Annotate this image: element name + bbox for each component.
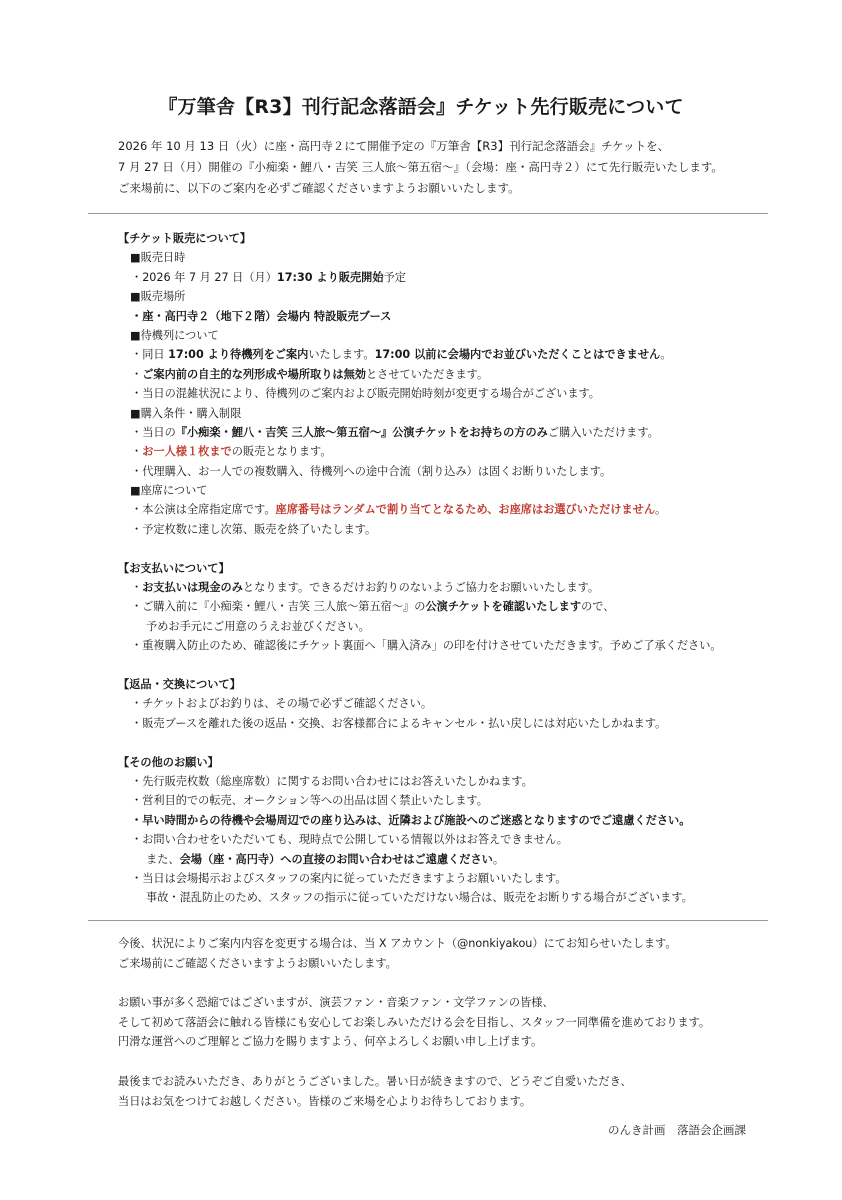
closing-line: 当日はお気をつけてお越しください。皆様のご来場を心よりお待ちしております。	[118, 1094, 532, 1108]
payment-line-3: ・重複購入防止のため、確認後にチケット裏面へ「購入済み」の印を付けさせていただきます。予めご了承ください。	[131, 639, 722, 653]
queue-label: ■待機列について	[130, 328, 219, 342]
text: ・同日	[131, 348, 169, 362]
text: 。	[492, 852, 505, 866]
intro-line: 2026 年 10 月 13 日（火）に座・高円寺２にて開催予定の『万筆舎【R3】刊行記念落語会』チケットを、	[118, 139, 670, 153]
section-heading-payment: 【お支払いについて】	[118, 561, 230, 575]
returns-line-2: ・販売ブースを離れた後の返品・交換、お客様都合によるキャンセル・払い戻しには対応いたしかねます。	[131, 716, 667, 730]
divider	[88, 213, 768, 214]
seat-label: ■座席について	[130, 484, 208, 498]
place-label: ■販売場所	[130, 290, 186, 304]
signature: のんき計画 落語会企画課	[608, 1123, 746, 1137]
other-line-5b: 事故・混乱防止のため、スタッフの指示に従っていただけない場合は、販売をお断りする場合がございます。	[146, 891, 693, 905]
emphasis: 会場（座・高円寺）への直接のお問い合わせはご遠慮ください	[179, 852, 493, 866]
text: ・	[131, 445, 143, 459]
place-line: ・座・高円寺２（地下２階）会場内 特設販売ブース	[131, 309, 392, 323]
divider	[88, 920, 768, 921]
sale-date-line	[118, 268, 722, 287]
text: いたします。	[308, 348, 375, 362]
text: となります。できるだけお釣りのないようご協力をお願いいたします。	[242, 581, 600, 595]
other-line-3: ・早い時間からの待機や会場周辺での座り込みは、近隣および施設へのご迷惑となりますのでご遠慮ください。	[131, 813, 691, 827]
emphasis: 公演チケットを確認いたします	[425, 600, 582, 614]
emphasis: 17:00 より待機列をご案内	[168, 348, 309, 362]
section-heading-other: 【その他のお願い】	[118, 755, 219, 769]
text: ・本公演は全席指定席です。	[131, 503, 276, 517]
payment-line-2b: 予めお手元にご用意のうえお並びください。	[146, 619, 370, 633]
emphasis: ご案内前の自主的な列形成や場所取りは無効	[142, 367, 366, 381]
section-heading-ticket: 【チケット販売について】	[118, 232, 252, 245]
text: とさせていただきます。	[365, 367, 489, 381]
closing-line: ご来場前にご確認くださいますようお願いいたします。	[118, 956, 397, 970]
intro	[118, 136, 723, 199]
condition-line-1	[118, 423, 722, 442]
other-line-4: ・お問い合わせをいただいても、現時点で公開している情報以外はお答えできません。	[131, 833, 568, 847]
sale-date-label: ■販売日時	[130, 251, 186, 265]
emphasis: 『小痴楽・鯉八・吉笑 三人旅〜第五宿〜』公演チケットをお持ちの方のみ	[175, 425, 548, 439]
emphasis: お支払いは現金のみ	[142, 581, 243, 595]
closing-line: お願い事が多く恐縮ではございますが、演芸ファン・音楽ファン・文学ファンの皆様、	[118, 996, 554, 1010]
text: ・	[131, 367, 143, 381]
text: 。	[660, 348, 672, 362]
text: ご購入いただけます。	[547, 425, 659, 439]
text: ・当日の	[131, 425, 176, 439]
closing-line: そして初めて落語会に触れる皆様にも安心してお楽しみいただける会を目指し、スタッフ一同準備を進めております。	[118, 1015, 711, 1029]
page-title: 『万筆舎【R3】刊行記念落語会』チケット先行販売について	[158, 96, 684, 118]
text: 予定	[383, 270, 406, 284]
other-line-1: ・先行販売枚数（総座席数）に関するお問い合わせにはお答えいたしかねます。	[131, 774, 533, 788]
text: ・ご購入前に『小痴楽・鯉八・吉笑 三人旅〜第五宿〜』の	[131, 600, 426, 614]
text: また、	[146, 852, 180, 866]
condition-line-3: ・代理購入、お一人での複数購入、待機列への途中合流（割り込み）は固くお断りいたします。	[131, 464, 612, 478]
text: 。	[655, 503, 667, 517]
returns-line-1: ・チケットおよびお釣りは、その場で必ずご確認ください。	[131, 697, 433, 711]
seat-line-1	[118, 500, 722, 519]
payment-line-1	[118, 578, 722, 597]
seat-line-2: ・予定枚数に達し次第、販売を終了いたします。	[131, 522, 377, 536]
condition-line-2	[118, 442, 722, 461]
queue-line-3: ・当日の混雑状況により、待機列のご案内および販売開始時刻が変更する場合がございます。	[131, 387, 600, 401]
queue-line-2	[118, 365, 722, 384]
emphasis: 17:00 以前に会場内でお並びいただくことはできません	[374, 348, 661, 362]
intro-line: ご来場前に、以下のご案内を必ずご確認くださいますようお願いいたします。	[118, 181, 520, 195]
text: ・	[131, 581, 143, 595]
queue-line-1	[118, 345, 722, 364]
red-emphasis: 座席番号はランダムで割り当てとなるため、お座席はお選びいただけません	[275, 503, 656, 517]
payment-line-2	[118, 597, 722, 616]
closing-line: 最後までお読みいただき、ありがとうございました。暑い日が続きますので、どうぞご自愛いただき、	[118, 1074, 632, 1088]
closing-message	[118, 934, 710, 1111]
text: の販売となります。	[231, 445, 332, 459]
section-heading-returns: 【返品・交換について】	[118, 677, 241, 691]
text: ので、	[581, 600, 615, 614]
conditions-label: ■購入条件・購入制限	[130, 406, 242, 420]
text: ・2026 年 7 月 27 日（月）	[131, 270, 277, 284]
notice-body	[118, 229, 722, 908]
red-emphasis: お一人様１枚まで	[142, 445, 232, 459]
closing-line: 今後、状況によりご案内内容を変更する場合は、当 X アカウント（@nonkiyakou）にてお知らせいたします。	[118, 937, 677, 950]
closing-line: 円滑な運営へのご理解とご協力を賜りますよう、何卒よろしくお願い申し上げます。	[118, 1035, 543, 1049]
other-line-4b	[118, 850, 722, 869]
emphasis: 17:30 より販売開始	[276, 270, 384, 284]
other-line-2: ・営利目的での転売、オークション等への出品は固く禁止いたします。	[131, 794, 488, 808]
other-line-5: ・当日は会場掲示およびスタッフの案内に従っていただきますようお願いいたします。	[131, 871, 567, 885]
intro-line: 7 月 27 日（月）開催の『小痴楽・鯉八・吉笑 三人旅〜第五宿〜』（会場：座・高円寺２）にて先行販売いたします。	[118, 160, 723, 174]
